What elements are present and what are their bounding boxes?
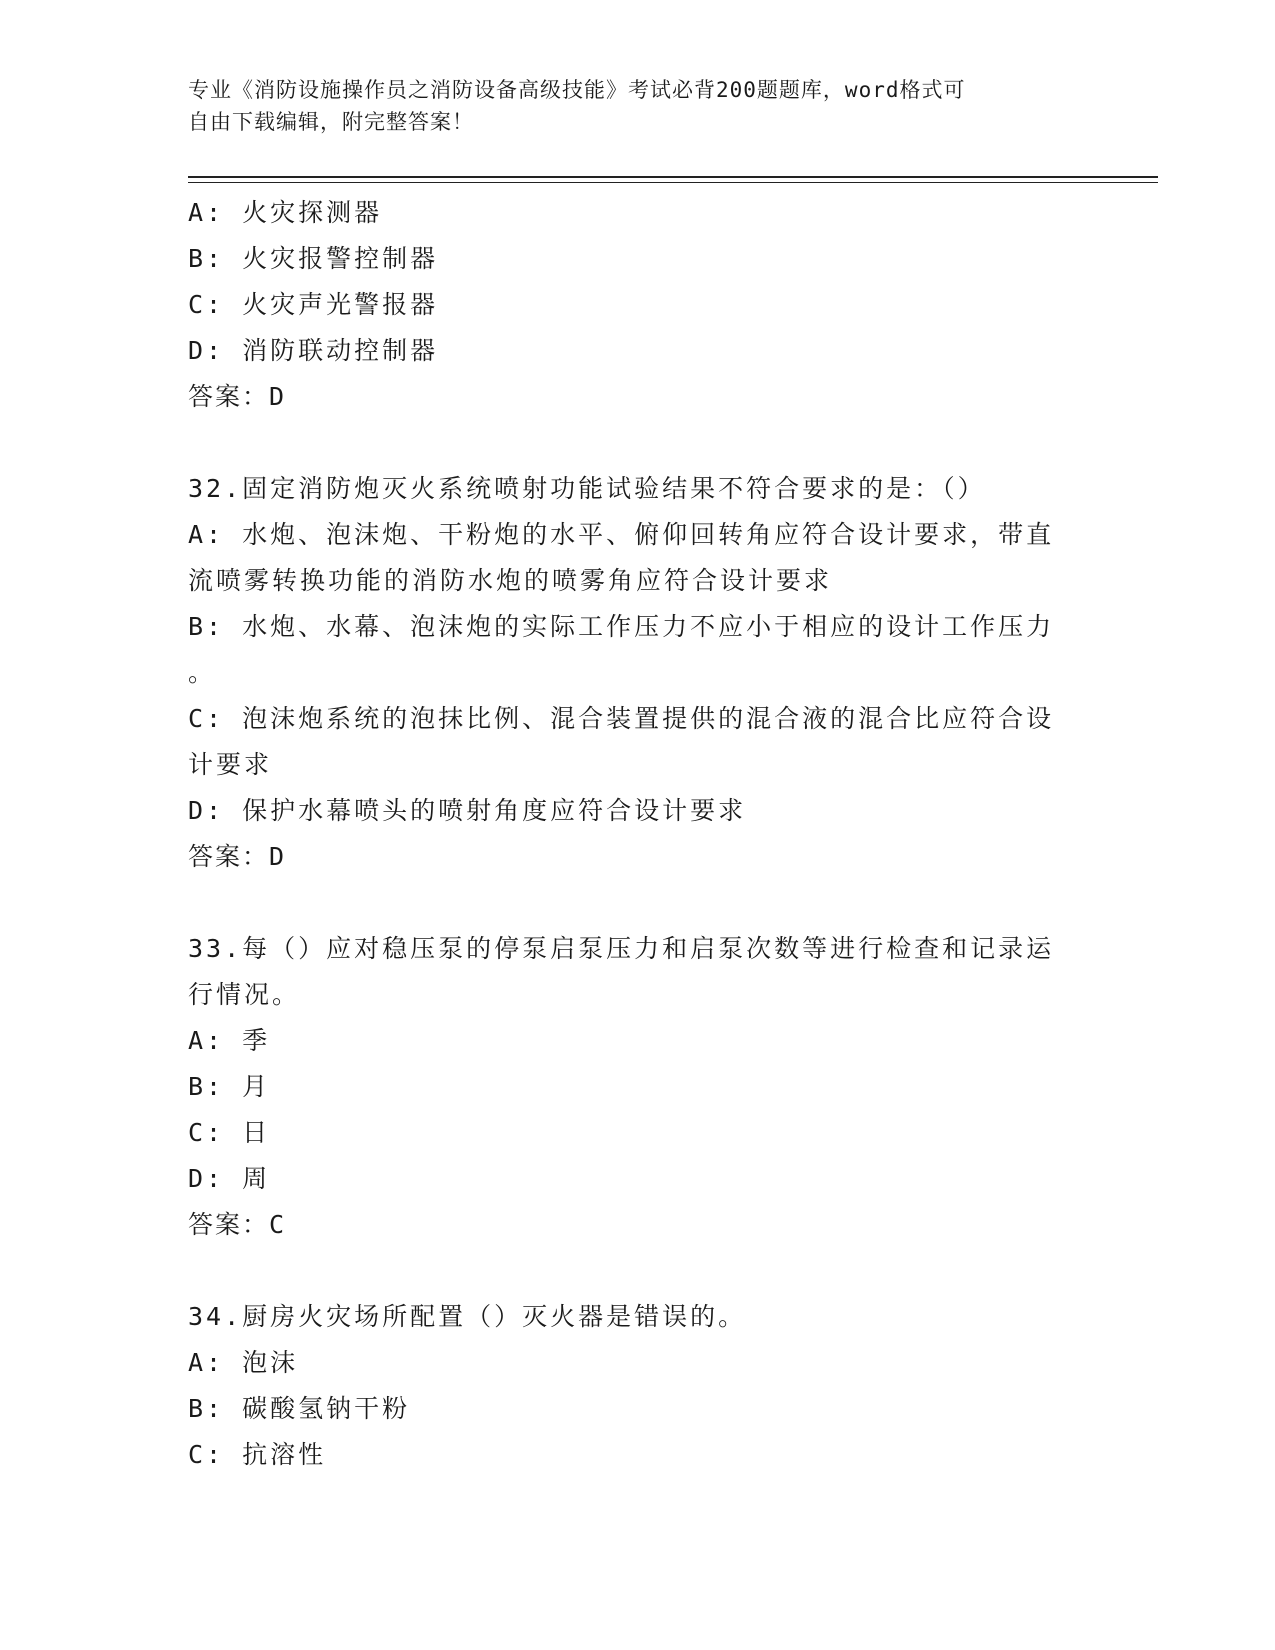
header-divider-thick bbox=[188, 176, 1158, 178]
option-b-line-1: B: 水炮、水幕、泡沫炮的实际工作压力不应小于相应的设计工作压力 bbox=[188, 612, 1055, 641]
question-list bbox=[188, 190, 1088, 1478]
question-text: 32.固定消防炮灭火系统喷射功能试验结果不符合要求的是：（） bbox=[188, 474, 986, 503]
answer: 答案：D bbox=[188, 382, 287, 411]
question-32 bbox=[188, 466, 1088, 880]
option-d: D: 消防联动控制器 bbox=[188, 336, 439, 365]
question-31-tail bbox=[188, 190, 1088, 420]
question-text-line-2: 行情况。 bbox=[188, 980, 301, 1009]
answer: 答案：C bbox=[188, 1210, 287, 1239]
option-b-line-2: 。 bbox=[188, 658, 217, 687]
option-a: A: 火灾探测器 bbox=[188, 198, 383, 227]
option-a-line-1: A: 水炮、泡沫炮、干粉炮的水平、俯仰回转角应符合设计要求，带直 bbox=[188, 520, 1055, 549]
question-text: 34.厨房火灾场所配置（）灭火器是错误的。 bbox=[188, 1302, 747, 1331]
option-d: D: 保护水幕喷头的喷射角度应符合设计要求 bbox=[188, 796, 747, 825]
answer: 答案：D bbox=[188, 842, 287, 871]
option-a-line-2: 流喷雾转换功能的消防水炮的喷雾角应符合设计要求 bbox=[188, 566, 833, 595]
option-a: A: 泡沫 bbox=[188, 1348, 299, 1377]
question-34 bbox=[188, 1294, 1088, 1478]
option-c: C: 抗溶性 bbox=[188, 1440, 327, 1469]
header-line-2: 自由下载编辑，附完整答案！ bbox=[188, 110, 474, 134]
spacer bbox=[188, 1248, 1088, 1294]
question-33 bbox=[188, 926, 1088, 1248]
spacer bbox=[188, 880, 1088, 926]
question-text-line-1: 33.每（）应对稳压泵的停泵启泵压力和启泵次数等进行检查和记录运 bbox=[188, 934, 1055, 963]
option-d: D: 周 bbox=[188, 1164, 271, 1193]
document-header bbox=[188, 74, 1088, 138]
spacer bbox=[188, 420, 1088, 466]
option-b: B: 火灾报警控制器 bbox=[188, 244, 439, 273]
option-b: B: 月 bbox=[188, 1072, 271, 1101]
option-c: C: 日 bbox=[188, 1118, 271, 1147]
option-a: A: 季 bbox=[188, 1026, 271, 1055]
header-divider-thin bbox=[188, 182, 1158, 183]
option-c-line-2: 计要求 bbox=[188, 750, 273, 779]
header-line-1: 专业《消防设施操作员之消防设备高级技能》考试必背200题题库，word格式可 bbox=[188, 78, 966, 102]
option-b: B: 碳酸氢钠干粉 bbox=[188, 1394, 411, 1423]
option-c: C: 火灾声光警报器 bbox=[188, 290, 439, 319]
option-c-line-1: C: 泡沫炮系统的泡抹比例、混合装置提供的混合液的混合比应符合设 bbox=[188, 704, 1055, 733]
